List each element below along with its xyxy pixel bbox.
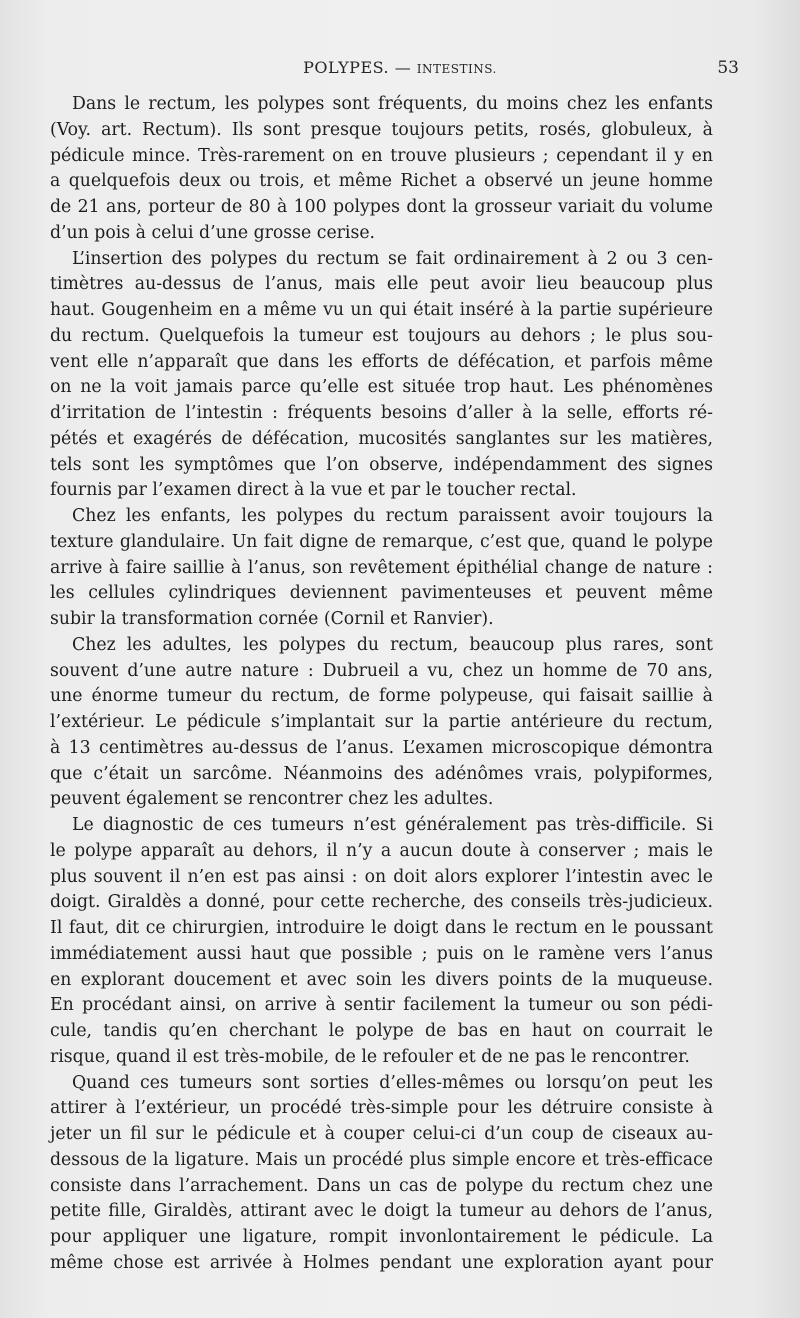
text-line: (Voy. art. Rectum). Ils sont presque toujours petits, rosés, globuleux, à (50, 119, 713, 140)
paragraph (50, 504, 713, 633)
text-line: pédicule mince. Très-rarement on en trouve plusieurs ; cependant il y en (50, 145, 713, 166)
body-text (50, 92, 713, 1277)
paragraph (50, 92, 713, 247)
paragraph (50, 247, 713, 505)
text-line: doigt. Giraldès a donné, pour cette recherche, des conseils très-judicieux. (50, 892, 713, 913)
text-line: En procédant ainsi, on arrive à sentir facilement la tumeur ou son pédi- (50, 995, 713, 1016)
text-line: vent elle n’apparaît que dans les efforts de défécation, et parfois même (50, 351, 713, 372)
text-line: d’irritation de l’intestin : fréquents besoins d’aller à la selle, efforts ré- (50, 403, 713, 423)
text-line: Le diagnostic de ces tumeurs n’est généralement pas très-difficile. Si (72, 815, 713, 835)
text-line: d’un pois à celui d’une grosse cerise. (50, 222, 376, 243)
text-line: l’extérieur. Le pédicule s’implantait sur la partie antérieure du rectum, (50, 712, 713, 732)
running-header (0, 58, 800, 82)
text-line: jeter un fil sur le pédicule et à couper celui-ci d’un coup de ciseaux au- (50, 1124, 713, 1144)
text-line: Il faut, dit ce chirurgien, introduire le doigt dans le rectum en le poussant (50, 918, 713, 938)
text-line: consiste dans l’arrachement. Dans un cas de polype du rectum chez une (50, 1175, 713, 1196)
text-line: du rectum. Quelquefois la tumeur est toujours au dehors ; le plus sou- (50, 325, 713, 346)
text-line: immédiatement aussi haut que possible ; puis on le ramène vers l’anus (50, 943, 713, 964)
text-line: cule, tandis qu’en cherchant le polype de bas en haut on courrait le (50, 1021, 713, 1041)
text-line: pour appliquer une ligature, rompit invonlontairement le pédicule. La (50, 1227, 713, 1247)
page-number: 53 (717, 58, 739, 78)
text-line: tels sont les symptômes que l’on observe, indépendamment des signes (50, 454, 713, 475)
text-line: dessous de la ligature. Mais un procédé plus simple encore et très-efficace (50, 1149, 713, 1170)
text-line: en explorant doucement et avec soin les divers points de la muqueuse. (50, 969, 713, 990)
text-line: subir la transformation cornée (Cornil et Ranvier). (50, 609, 494, 629)
text-line: une énorme tumeur du rectum, de forme polypeuse, qui faisait saillie à (50, 686, 713, 707)
text-line: a quelquefois deux ou trois, et même Richet a observé un jeune homme (50, 171, 713, 192)
text-line: petite fille, Giraldès, attirant avec le doigt la tumeur au dehors de l’anus, (50, 1201, 713, 1222)
text-line: haut. Gougenheim en a même vu un qui était inséré à la partie supérieure (50, 300, 713, 320)
text-line: Chez les enfants, les polypes du rectum paraissent avoir toujours la (72, 506, 713, 526)
text-line: même chose est arrivée à Holmes pendant une exploration ayant pour (50, 1252, 713, 1273)
text-line: les cellules cylindriques deviennent pavimenteuses et peuvent même (50, 583, 713, 604)
text-line: risque, quand il est très-mobile, de le refouler et de ne pas le rencontrer. (50, 1046, 690, 1067)
text-line: fournis par l’examen direct à la vue et par le toucher rectal. (50, 480, 577, 501)
text-line: de 21 ans, porteur de 80 à 100 polypes dont la grosseur variait du volume (50, 197, 713, 217)
text-line: à 13 centimètres au-dessus de l’anus. L’examen microscopique démontra (50, 737, 713, 758)
text-line: le polype apparaît au dehors, il n’y a aucun doute à conserver ; mais le (50, 840, 713, 861)
running-title-sub: INTESTINS. (416, 62, 497, 76)
running-title (0, 58, 800, 77)
text-line: Quand ces tumeurs sont sorties d’elles-mêmes ou lorsqu’on peut les (72, 1072, 713, 1093)
text-line: timètres au-dessus de l’anus, mais elle peut avoir lieu beaucoup plus (50, 274, 713, 295)
text-line: plus souvent il n’en est pas ainsi : on doit alors explorer l’intestin avec le (50, 866, 713, 887)
text-line: L’insertion des polypes du rectum se fait ordinairement à 2 ou 3 cen- (72, 248, 713, 269)
text-line: attirer à l’extérieur, un procédé très-simple pour les détruire consiste à (50, 1098, 713, 1119)
text-line: Chez les adultes, les polypes du rectum, beaucoup plus rares, sont (72, 634, 713, 655)
text-line: pétés et exagérés de défécation, mucosités sanglantes sur les matières, (50, 428, 713, 449)
running-title-main: POLYPES. (303, 58, 390, 77)
text-line: arrive à faire saillie à l’anus, son revêtement épithélial change de nature : (50, 557, 713, 578)
text-line: on ne la voit jamais parce qu’elle est située trop haut. Les phénomènes (50, 377, 713, 398)
paragraph (50, 813, 713, 1071)
text-line: Dans le rectum, les polypes sont fréquents, du moins chez les enfants (72, 94, 713, 114)
paragraph (50, 633, 713, 813)
running-title-separator: — (394, 58, 412, 77)
text-line: texture glandulaire. Un fait digne de remarque, c’est que, quand le polype (50, 531, 713, 552)
text-line: peuvent également se rencontrer chez les adultes. (50, 789, 494, 810)
text-line: que c’était un sarcôme. Néanmoins des adénômes vrais, polypiformes, (50, 763, 713, 784)
text-line: souvent d’une autre nature : Dubrueil a vu, chez un homme de 70 ans, (50, 660, 713, 681)
paragraph (50, 1071, 713, 1277)
